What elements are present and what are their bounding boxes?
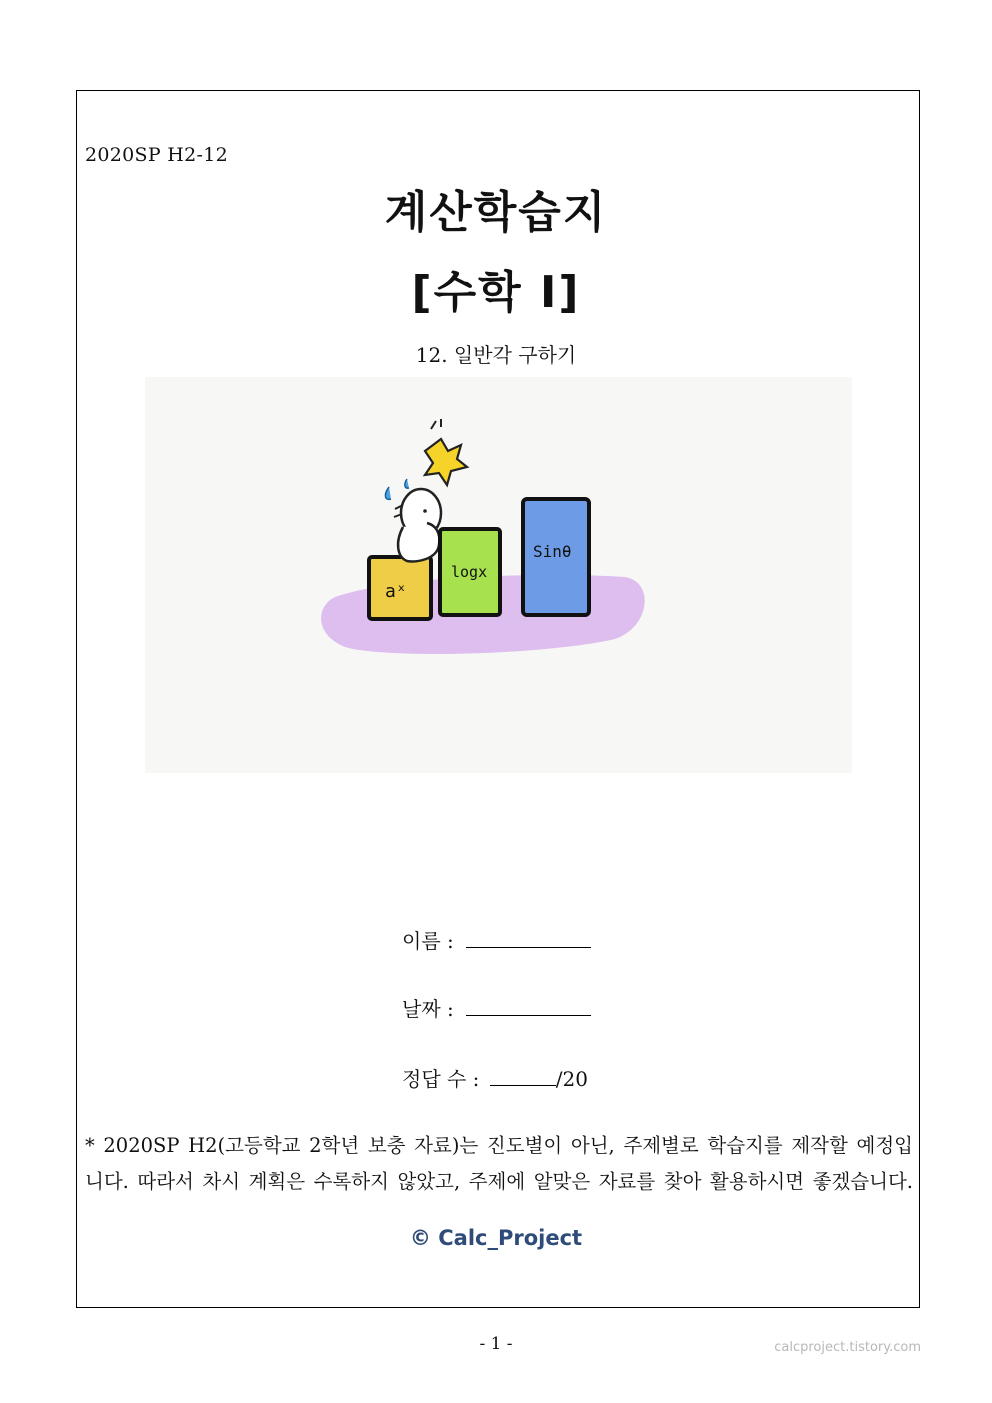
page-title: 계산학습지 (384, 187, 608, 238)
copyright: © Calc_Project (409, 1226, 583, 1250)
block-label-exponent: aˣ (385, 581, 407, 602)
cover-illustration (145, 377, 852, 773)
subject-title: [수학 I] (411, 267, 581, 318)
site-url: calcproject.tistory.com (774, 1340, 921, 1355)
name-field[interactable] (402, 925, 591, 954)
topic-title: 12. 일반각 구하기 (415, 343, 577, 367)
worksheet-code: 2020SP H2-12 (85, 144, 229, 166)
score-field[interactable] (402, 1063, 588, 1092)
star-burst (425, 439, 467, 485)
worksheet-note (85, 1128, 913, 1200)
note-line-1: * 2020SP H2(고등학교 2학년 보충 자료)는 진도별이 아닌, 주제별로 학습지를 제작할 예정입 (85, 1134, 913, 1157)
date-blank[interactable] (466, 997, 591, 1016)
name-blank[interactable] (466, 929, 591, 948)
name-label: 이름 : (402, 929, 454, 953)
character-figure (385, 479, 441, 561)
note-line-2: 니다. 따라서 차시 계획은 수록하지 않았고, 주제에 알맞은 자료를 찾아 활용하시면 좋겠습니다. (85, 1170, 913, 1193)
block-label-log: logx (451, 563, 488, 581)
block-label-sine: Sinθ (533, 542, 572, 561)
date-field[interactable] (402, 993, 591, 1022)
score-blank[interactable] (490, 1067, 556, 1086)
page-number: - 1 - (479, 1334, 513, 1354)
illustration-svg (145, 377, 852, 773)
score-label: 정답 수 : (402, 1067, 480, 1091)
date-label: 날짜 : (402, 997, 454, 1021)
score-total: /20 (555, 1067, 588, 1091)
